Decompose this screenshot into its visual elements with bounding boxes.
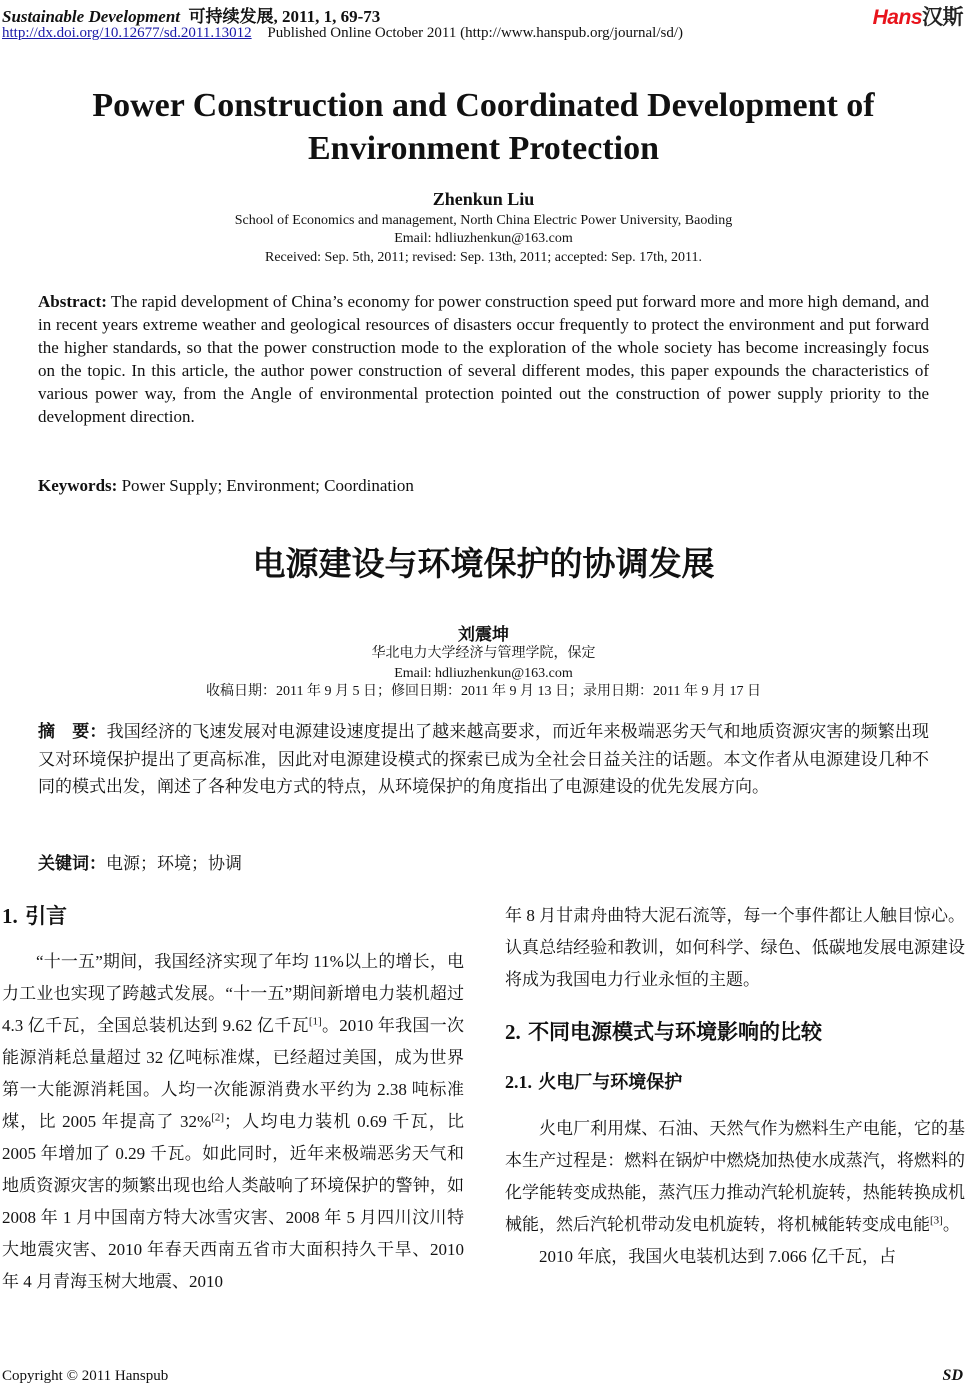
email-cn: Email: hdliuzhenkun@163.com bbox=[394, 666, 573, 681]
hans-logo bbox=[873, 1, 963, 31]
author-name-cn: 刘震坤 bbox=[458, 625, 509, 644]
footer-copyright: Copyright © 2011 Hanspub bbox=[2, 1368, 169, 1384]
citation-1[interactable]: [1] bbox=[308, 1015, 322, 1028]
section-2-1-heading: 2.1. 火电厂与环境保护 bbox=[505, 1072, 683, 1093]
section-1-paragraph: “十一五”期间，我国经济实现了年均 11%以上的增长，电力工业也实现了跨越式发展。“十一五”期间新增电力装机超过 4.3 亿千瓦，全国总装机达到 9.62 亿千瓦[1]。2010 年我国一次能源消耗总量超过 32 亿吨标准煤，已经超过美国，成为世界第一大能源消耗国。人均一次能源消费水平约为 2.38 吨标准煤，比 2005 年提高了 32%[2]；人均电力装机 0.69 千瓦，比 2005 年增加了 0.29 千瓦。如此同时，近年来极端恶劣天气和地质资源灾害的频繁出现也给人类敲响了环境保护的警钟，如 2008 年 1 月中国南方特大冰雪灾害、2008 年 5 月四川汶川特大地震灾害、2010 年春天西南五省市大面积持久干旱、2010 年 4 月青海玉树大地震、2010 bbox=[2, 952, 465, 1291]
published-online: Published Online October 2011 (http://www.hanspub.org/journal/sd/) bbox=[267, 25, 684, 41]
abstract-label-cn: 摘 要： bbox=[38, 722, 107, 742]
paper-title-cn: 电源建设与环境保护的协调发展 bbox=[252, 544, 715, 583]
dates-en: Received: Sep. 5th, 2011; revised: Sep. 13th, 2011; accepted: Sep. 17th, 2011. bbox=[264, 250, 703, 265]
title-en-line-2: Environment Protection bbox=[308, 130, 659, 167]
keywords-cn bbox=[38, 850, 929, 878]
footer-journal-abbr: SD bbox=[942, 1367, 963, 1384]
body-column-right bbox=[505, 900, 965, 1273]
citation-3[interactable]: [3] bbox=[930, 1214, 943, 1227]
section-2-1-paragraph-1: 火电厂利用煤、石油、天然气作为燃料生产电能，它的基本生产过程是：燃料在锅炉中燃烧加热使水成蒸汽，将燃料的化学能转变成热能，蒸汽压力推动汽轮机旋转，热能转换成机械能，然后汽轮机带动发电机旋转，将机械能转变成电能[3]。 bbox=[505, 1119, 965, 1234]
affiliation-cn: 华北电力大学经济与管理学院，保定 bbox=[371, 646, 596, 661]
journal-header bbox=[2, 2, 380, 27]
abstract-text-en: The rapid development of China’s economy for power construction speed put forward more and more high demand, and in recent years extreme weather and geological resources of disasters occur frequently to protect the environment and put forward the higher standards, so that the power construction mode to the exploration of the whole society has become increasingly focus on the topic. In this article, the author power construction of several different modes, this paper expounds the characteristics of various power way, from the Angle of environmental protection pointed out the construction of power supply priority to the development direction. bbox=[38, 292, 930, 426]
keywords-en bbox=[38, 474, 929, 497]
paper-title-en bbox=[0, 84, 967, 170]
publication-info bbox=[2, 25, 683, 42]
email-en: Email: hdliuzhenkun@163.com bbox=[394, 231, 573, 246]
logo-text-cn: 汉斯 bbox=[922, 6, 963, 29]
abstract-en bbox=[38, 290, 929, 428]
journal-name: Sustainable Development bbox=[2, 7, 181, 26]
section-2-1-paragraph-2: 2010 年底，我国火电装机达到 7.066 亿千瓦，占 bbox=[539, 1247, 896, 1266]
logo-text-en: Hans bbox=[872, 6, 922, 29]
keywords-label-cn: 关键词： bbox=[38, 854, 106, 874]
author-name-en: Zhenkun Liu bbox=[432, 189, 535, 209]
section-2-heading: 2. 不同电源模式与环境影响的比较 bbox=[505, 1020, 823, 1044]
section-1-paragraph-continued: 年 8 月甘肃舟曲特大泥石流等，每一个事件都让人触目惊心。认真总结经验和教训，如何科学、绿色、低碳地发展电源建设将成为我国电力行业永恒的主题。 bbox=[505, 906, 965, 989]
abstract-cn bbox=[38, 718, 929, 800]
abstract-label-en: Abstract: bbox=[38, 292, 107, 311]
abstract-text-cn: 我国经济的飞速发展对电源建设速度提出了越来越高要求，而近年来极端恶劣天气和地质资源灾害的频繁出现又对环境保护提出了更高标准，因此对电源建设模式的探索已成为全社会日益关注的话题。本文作者从电源建设几种不同的模式出发，阐述了各种发电方式的特点，从环境保护的角度指出了电源建设的优先发展方向。 bbox=[38, 722, 930, 796]
dates-cn: 收稿日期：2011 年 9 月 5 日；修回日期：2011 年 9 月 13 日；录用日期：2011 年 9 月 17 日 bbox=[206, 684, 761, 699]
body-column-left bbox=[2, 900, 464, 1298]
keywords-text-en: Power Supply; Environment; Coordination bbox=[121, 476, 414, 495]
doi-link[interactable]: http://dx.doi.org/10.12677/sd.2011.13012 bbox=[2, 25, 252, 41]
journal-issue: 可持续发展, 2011, 1, 69-73 bbox=[188, 7, 381, 26]
section-1-heading: 1. 引言 bbox=[2, 904, 68, 928]
keywords-label-en: Keywords: bbox=[38, 476, 118, 495]
keywords-text-cn: 电源；环境；协调 bbox=[106, 854, 242, 873]
affiliation-en: School of Economics and management, North China Electric Power University, Baoding bbox=[234, 213, 733, 228]
title-en-line-1: Power Construction and Coordinated Development of bbox=[92, 87, 875, 124]
citation-2[interactable]: [2] bbox=[211, 1111, 225, 1124]
